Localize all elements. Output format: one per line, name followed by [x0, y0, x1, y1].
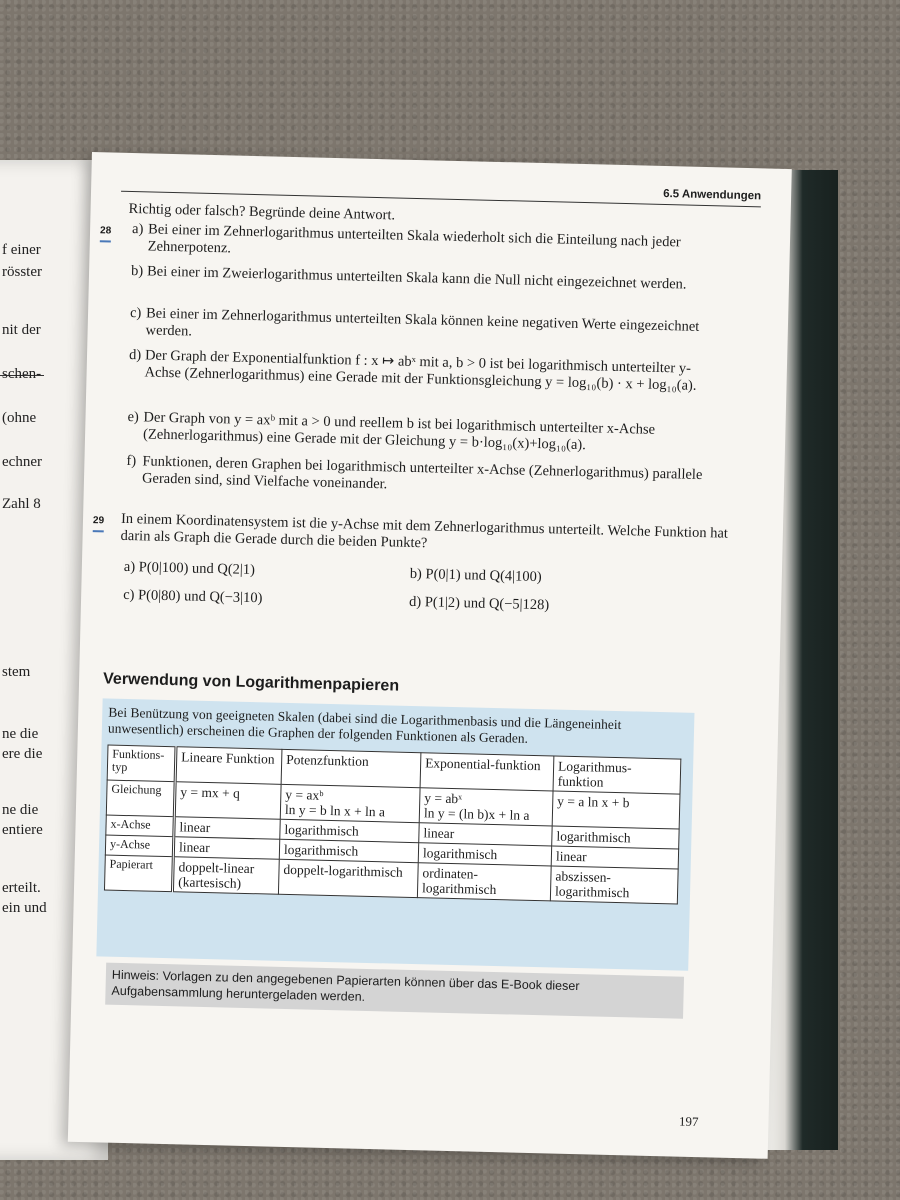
task-number: 28 — [100, 222, 112, 242]
left-fragment: rösster — [2, 264, 42, 280]
running-header — [121, 171, 761, 208]
left-fragment: ne die — [2, 802, 39, 818]
section-title: Verwendung von Logarithmenpapieren — [102, 670, 400, 695]
task-number: 29 — [93, 512, 105, 532]
left-fragment: erteilt. — [2, 880, 41, 896]
table-cell: doppelt-logarithmisch — [278, 859, 418, 897]
item-label: f) — [126, 452, 137, 470]
table-cell: y = axᵇ ln y = b ln x + ln a — [280, 784, 420, 822]
row-label: Gleichung — [106, 780, 175, 817]
left-fragment: nit der — [2, 322, 41, 338]
left-fragment: ein und — [2, 900, 47, 916]
item-text: P(0|100) und Q(2|1) — [138, 559, 256, 579]
task-item — [131, 221, 732, 257]
item-label: e) — [127, 408, 139, 426]
task-intro: In einem Koordinatensystem ist die y-Achse mit dem Zehnerlogarithmus unterteilt. Welche Funktion hat darin als Graph die Gerade durch die beiden Punkte? — [120, 510, 729, 552]
item-text: Der Graph der Exponentialfunktion f : x ↦ abˣ mit a, b > 0 ist bei logarithmisch unterteilter y-Achse (Zehnerlogarithmus) eine Gerade mit der Funktionsgleichung y = log₁₀(b) · x + log₁₀(a). — [144, 347, 697, 394]
item-text: Bei einer im Zehnerlogarithmus unterteilten Skala wiederholt sich die Einteilung nach jeder Zehnerpotenz. — [147, 221, 681, 257]
table-cell: y = a ln x + b — [552, 791, 680, 829]
table-cell: logarithmisch — [280, 819, 419, 842]
task-item — [410, 566, 542, 586]
left-fragment: ne die — [2, 726, 39, 742]
task-29 — [92, 510, 753, 614]
table-header-cell: Logarithmus-funktion — [553, 756, 681, 794]
item-text: P(0|80) und Q(−3|10) — [137, 587, 263, 607]
item-label: b) — [130, 262, 144, 280]
table-cell: linear — [173, 837, 279, 860]
table-cell: ordinaten-logarithmisch — [417, 863, 551, 901]
left-fragment: Zahl 8 — [2, 496, 41, 512]
left-fragment: (ohne — [2, 410, 37, 426]
left-fragment: echner — [2, 454, 42, 470]
task-item — [129, 304, 730, 340]
item-text: Funktionen, deren Graphen bei logarithmisch unterteilter x-Achse (Zehnerlogarithmus) parallele Geraden sind, sind Vielfache voneinander. — [141, 453, 703, 493]
left-fragment: ere die — [2, 746, 43, 762]
item-label: c) — [122, 586, 135, 604]
item-label: d) — [408, 593, 422, 611]
table-cell: logarithmisch — [552, 826, 679, 849]
item-text: Der Graph von y = axᵇ mit a > 0 und reellem b ist bei logarithmisch unterteilter x-Achse (Zehnerlogarithmus) eine Gerade mit der Gleichung y = b·log₁₀(x)+log₁₀(a). — [142, 409, 656, 454]
table-header-cell: Exponential-funktion — [420, 753, 554, 791]
row-label: x-Achse — [106, 815, 174, 837]
item-text: P(1|2) und Q(−5|128) — [424, 594, 550, 614]
item-label: c) — [129, 304, 142, 322]
item-label: a) — [131, 221, 144, 238]
left-fragment: entiere — [2, 822, 43, 838]
table-cell: y = abˣ ln y = (ln b)x + ln a — [419, 788, 553, 826]
info-box-intro: Bei Benützung von geeigneten Skalen (dabei sind die Logarithmenbasis und die Längeneinheit unwesentlich) erscheinen die Graphen der folgenden Funktionen als Geraden. — [107, 704, 622, 746]
page-number: 197 — [678, 1113, 699, 1130]
table-cell: y = mx + q — [174, 782, 281, 820]
task-intro: Richtig oder falsch? Begründe deine Antwort. — [128, 200, 396, 224]
book-page — [68, 152, 792, 1159]
hint-box: Hinweis: Vorlagen zu den angegebenen Papierarten können über das E-Book dieser Aufgabensammlung heruntergeladen werden. — [105, 963, 684, 1019]
section-header: 6.5 Anwendungen — [663, 187, 762, 203]
task-item — [127, 408, 728, 454]
info-box — [96, 698, 694, 970]
task-item — [124, 559, 255, 579]
table-cell: linear — [551, 846, 678, 869]
item-label: a) — [123, 558, 136, 576]
table-cell: linear — [419, 823, 552, 846]
item-text: Bei einer im Zehnerlogarithmus unterteilten Skala können keine negativen Werte eingezeichnet werden. — [145, 305, 700, 340]
left-fragment: schen- — [2, 366, 42, 382]
table-cell: abszissen-logarithmisch — [550, 866, 678, 904]
row-label: y-Achse — [105, 835, 173, 857]
item-label: b) — [409, 565, 423, 583]
table-cell: linear — [174, 817, 280, 840]
table-header-cell: Potenzfunktion — [281, 749, 421, 787]
table-cell: logarithmisch — [418, 843, 551, 866]
left-fragment: stem — [2, 664, 31, 680]
table-cell: doppelt-linear (kartesisch) — [172, 857, 279, 895]
row-label: Papierart — [104, 855, 173, 892]
table-cell: logarithmisch — [279, 839, 418, 862]
item-text: P(0|1) und Q(4|100) — [425, 566, 542, 586]
task-item — [123, 587, 263, 607]
logarithm-paper-table — [104, 745, 681, 905]
task-item — [409, 594, 549, 614]
item-label: d) — [128, 346, 142, 364]
left-fragment: f einer — [2, 242, 41, 258]
item-text: Bei einer im Zweierlogarithmus unterteilten Skala kann die Null nicht eingezeichnet werden. — [146, 263, 687, 293]
table-header-cell: Lineare Funktion — [175, 747, 282, 785]
table-header-cell: Funktions-typ — [107, 745, 176, 782]
